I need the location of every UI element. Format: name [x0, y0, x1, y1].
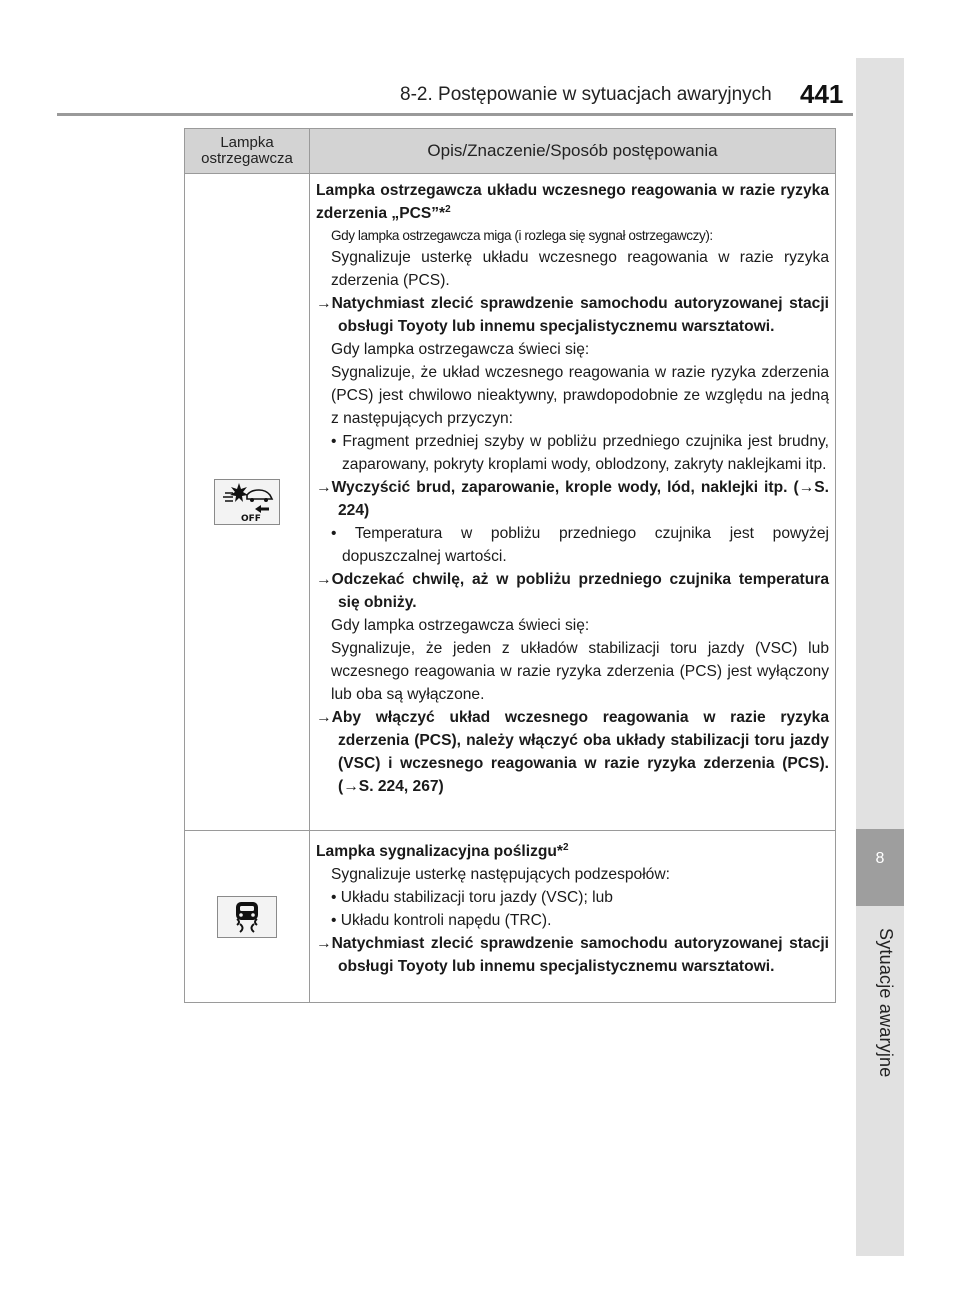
row2-title: [316, 840, 829, 863]
row1-condition-on: Gdy lampka ostrzegawcza świeci się:: [331, 341, 590, 358]
page-number: 441: [800, 79, 844, 109]
row1-action-enable: →Aby włączyć układ wczesnego reagowania w razie ryzyka zderzenia (PCS), należy włączyć oba układy stabilizacji toru jazdy (VSC) i wczesnego reagowania w razie ryzyka zderzenia (PCS). (→S. 224, 267): [316, 709, 829, 795]
header-lamp-label-line2: ostrzegawcza: [201, 150, 293, 167]
row1-title-text: Lampka ostrzegawcza układu wczesnego reagowania w razie ryzyka zderzenia „PCS”*: [316, 182, 829, 222]
row1-condition-blink-text: Sygnalizuje usterkę układu wczesnego reagowania w razie ryzyka zderzenia (PCS).: [331, 249, 829, 289]
chapter-number: 8: [875, 850, 885, 867]
row1-condition-blink: Gdy lampka ostrzegawcza miga (i rozlega się sygnał ostrzegawczy):: [331, 228, 713, 243]
lamp-cell: [185, 174, 310, 830]
row1-condition-on-2-text: Sygnalizuje, że jeden z układów stabilizacji toru jazdy (VSC) lub wczesnego reagowania w razie ryzyka zderzenia (PCS) jest wyłączony lub oba są wyłączone.: [331, 640, 829, 703]
chapter-title: Sytuacje awaryjne: [876, 928, 896, 1078]
table-row: [185, 830, 835, 1002]
description-cell: [310, 174, 835, 830]
row1-bullet-windshield: • Fragment przedniej szyby w pobliżu przedniego czujnika jest brudny, zaparowany, pokryty kroplami wody, oblodzony, zakryty naklejkami itp.: [331, 433, 829, 473]
description-cell: [310, 831, 835, 1002]
row2-bullet-trc: • Układu kontroli napędu (TRC).: [331, 912, 552, 929]
warning-lamp-table: [184, 128, 836, 1003]
header-title: 8-2. Postępowanie w sytuacjach awaryjnych: [400, 84, 772, 105]
pcs-off-icon-label: OFF: [241, 514, 261, 523]
row1-title: [316, 179, 829, 225]
table-header-row: [185, 129, 835, 173]
pcs-off-warning-icon: [214, 479, 280, 525]
slip-indicator-icon: [217, 896, 277, 938]
row1-action-wait: →Odczekać chwilę, aż w pobliżu przedniego czujnika temperatura się obniży.: [316, 571, 829, 611]
header-description-column: Opis/Znaczenie/Sposób postępowania: [427, 141, 718, 160]
row2-bullet-vsc: • Układu stabilizacji toru jazdy (VSC); lub: [331, 889, 613, 906]
row2-title-sup: 2: [562, 841, 569, 853]
row1-condition-on-2: Gdy lampka ostrzegawcza świeci się:: [331, 617, 590, 634]
row1-action-inspect: →Natychmiast zlecić sprawdzenie samochodu autoryzowanej stacji obsługi Toyoty lub innemu specjalistycznemu warsztatowi.: [316, 295, 829, 335]
header-lamp-column: [185, 129, 310, 173]
header-lamp-label-line1: Lampka: [220, 134, 274, 151]
row1-bullet-temperature: • Temperatura w pobliżu przedniego czujnika jest powyżej dopuszczalnej wartości.: [331, 525, 829, 565]
row2-text: Sygnalizuje usterkę następujących podzespołów:: [331, 866, 670, 883]
lamp-cell: [185, 831, 310, 1002]
row2-title-text: Lampka sygnalizacyjna poślizgu*: [316, 843, 563, 860]
row2-action-inspect: →Natychmiast zlecić sprawdzenie samochodu autoryzowanej stacji obsługi Toyoty lub innemu specjalistycznemu warsztatowi.: [316, 935, 829, 975]
header-divider: [57, 113, 853, 116]
row1-condition-on-text: Sygnalizuje, że układ wczesnego reagowania w razie ryzyka zderzenia (PCS) jest chwilowo nieaktywny, prawdopodobnie ze względu na jedną z następujących przyczyn:: [331, 364, 829, 427]
row1-action-clean: →Wyczyścić brud, zaparowanie, krople wody, lód, naklejki itp. (→S. 224): [316, 479, 829, 519]
table-row: [185, 173, 835, 830]
row1-title-sup: 2: [445, 203, 451, 215]
